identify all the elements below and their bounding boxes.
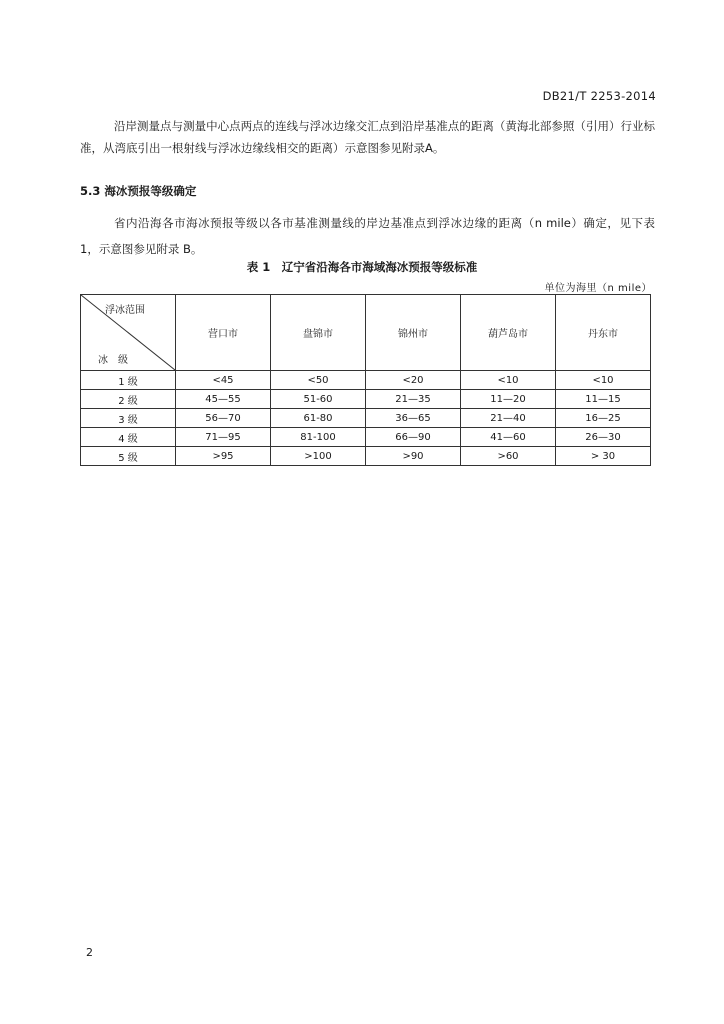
table-row — [81, 371, 651, 390]
column-header: 盘锦市 — [271, 295, 366, 371]
table-row — [81, 409, 651, 428]
value-cell: 41—60 — [461, 428, 556, 447]
value-cell: <10 — [556, 371, 651, 390]
column-header: 丹东市 — [556, 295, 651, 371]
column-header: 葫芦岛市 — [461, 295, 556, 371]
value-cell: <50 — [271, 371, 366, 390]
value-cell: 61-80 — [271, 409, 366, 428]
value-cell: 21—40 — [461, 409, 556, 428]
corner-label-range: 浮冰范围 — [105, 305, 145, 316]
value-cell: >100 — [271, 447, 366, 466]
ice-grade-table — [80, 294, 651, 466]
table-row — [81, 390, 651, 409]
value-cell: 66—90 — [366, 428, 461, 447]
document-code: DB21/T 2253-2014 — [542, 89, 656, 103]
value-cell: 11—20 — [461, 390, 556, 409]
value-cell: 21—35 — [366, 390, 461, 409]
value-cell: 45—55 — [176, 390, 271, 409]
paragraph-reference-distance: 沿岸测量点与测量中心点两点的连线与浮冰边缘交汇点到沿岸基准点的距离（黄海北部参照（引用）行业标准，从湾底引出一根射线与浮冰边缘线相交的距离）示意图参见附录A。 — [80, 119, 655, 155]
corner-label-grade: 冰 级 — [98, 355, 128, 366]
value-cell: 16—25 — [556, 409, 651, 428]
section-heading: 5.3 海冰预报等级确定 — [80, 184, 197, 198]
value-cell: <45 — [176, 371, 271, 390]
value-cell: 11—15 — [556, 390, 651, 409]
grade-cell: 3 级 — [81, 409, 176, 428]
table-corner-cell — [81, 295, 176, 371]
value-cell: 36—65 — [366, 409, 461, 428]
value-cell: 81-100 — [271, 428, 366, 447]
table-unit: 单位为海里（n mile） — [544, 283, 652, 294]
grade-cell: 5 级 — [81, 447, 176, 466]
value-cell: > 30 — [556, 447, 651, 466]
value-cell: <10 — [461, 371, 556, 390]
value-cell: 71—95 — [176, 428, 271, 447]
table-row — [81, 428, 651, 447]
paragraph-grade-determination: 省内沿海各市海冰预报等级以各市基准测量线的岸边基准点到浮冰边缘的距离（n mile）确定，见下表 1，示意图参见附录 B。 — [80, 216, 655, 256]
value-cell: >90 — [366, 447, 461, 466]
grade-cell: 4 级 — [81, 428, 176, 447]
value-cell: >60 — [461, 447, 556, 466]
table-header-row — [81, 295, 651, 371]
page-number: 2 — [86, 946, 93, 959]
value-cell: <20 — [366, 371, 461, 390]
value-cell: 26—30 — [556, 428, 651, 447]
column-header: 锦州市 — [366, 295, 461, 371]
grade-cell: 1 级 — [81, 371, 176, 390]
value-cell: 51-60 — [271, 390, 366, 409]
grade-cell: 2 级 — [81, 390, 176, 409]
value-cell: >95 — [176, 447, 271, 466]
value-cell: 56—70 — [176, 409, 271, 428]
column-header: 营口市 — [176, 295, 271, 371]
table-caption: 表 1 辽宁省沿海各市海域海冰预报等级标准 — [246, 260, 478, 274]
table-row — [81, 447, 651, 466]
